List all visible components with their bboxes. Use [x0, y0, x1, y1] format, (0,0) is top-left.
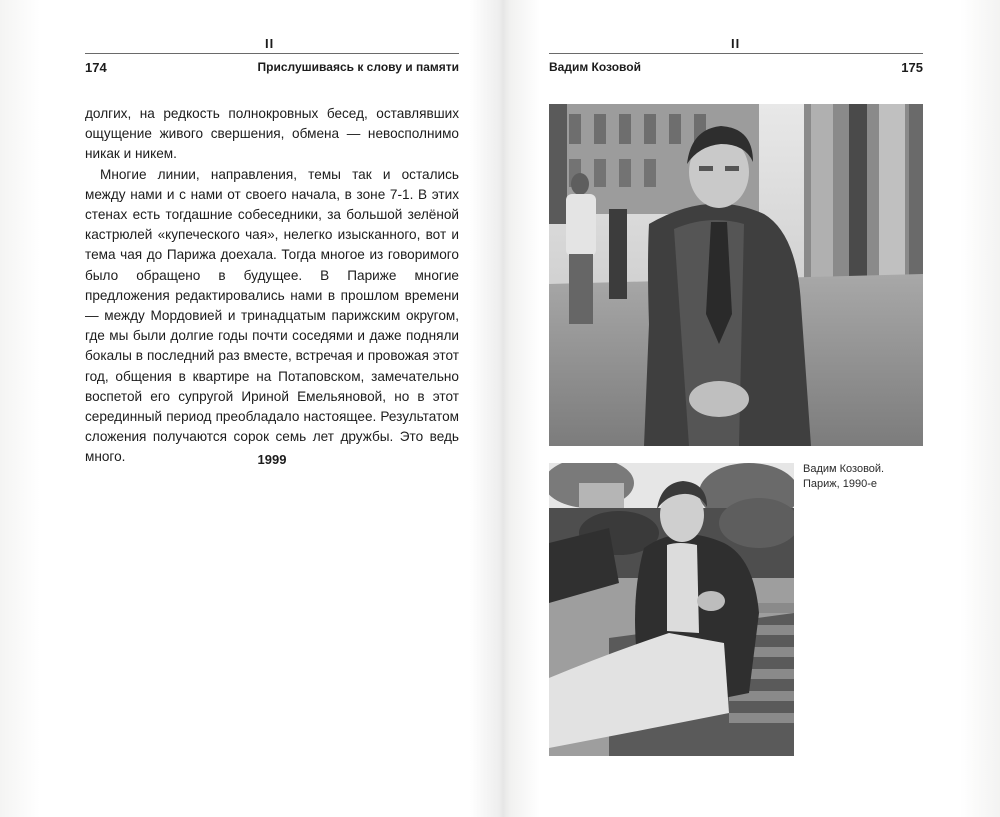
right-section-mark: II: [731, 36, 741, 51]
left-running-head: Прислушиваясь к слову и памяти: [257, 60, 459, 74]
right-running-head: Вадим Козовой: [549, 60, 641, 74]
caption-place: Париж, 1990-е: [803, 478, 878, 490]
paragraph-2: Многие линии, направления, темы так и остались между нами и с нами от своего начала, в зоне 7-1. В этих стенах есть тогдашние собеседники, за большой зелёной кастрюлей «купеческого чая», нелегко изысканного, вот и тема чая до Парижа доехала. Тогда многое из говоримого было обращено в будущее. В Париже многие предложения редактировались нами в прошлом времени — между Мордовией и тринадцатым парижским округом, где мы были долгие годы почти соседями и даже подняли бокалы в последний раз вместе, встречая и провожая этот год, общения в квартире на Потаповском, замечательно воспетой его супругой Ириной Емельяновой, но в этот серединный период преобладало настоящее. Результатом сложения получаются сорок семь лет дружбы. Это ведь много.: [85, 166, 459, 465]
photo-street-portrait: [549, 104, 923, 446]
photo-caption: [803, 462, 884, 492]
right-header-rule: [549, 53, 923, 54]
left-section-mark: II: [265, 36, 275, 51]
body-text: [85, 104, 459, 468]
caption-name: Вадим Козовой.: [803, 463, 885, 475]
left-page-number: 174: [85, 60, 107, 75]
left-header-rule: [85, 53, 459, 54]
paragraph-1: долгих, на редкость полнокровных бесед, оставлявших ощущение живого свершения, обмена — невосполнимо никак и никем.: [85, 106, 459, 162]
date-line: 1999: [257, 452, 287, 467]
photo-bench-portrait: [549, 463, 794, 756]
right-page-number: 175: [901, 60, 923, 75]
